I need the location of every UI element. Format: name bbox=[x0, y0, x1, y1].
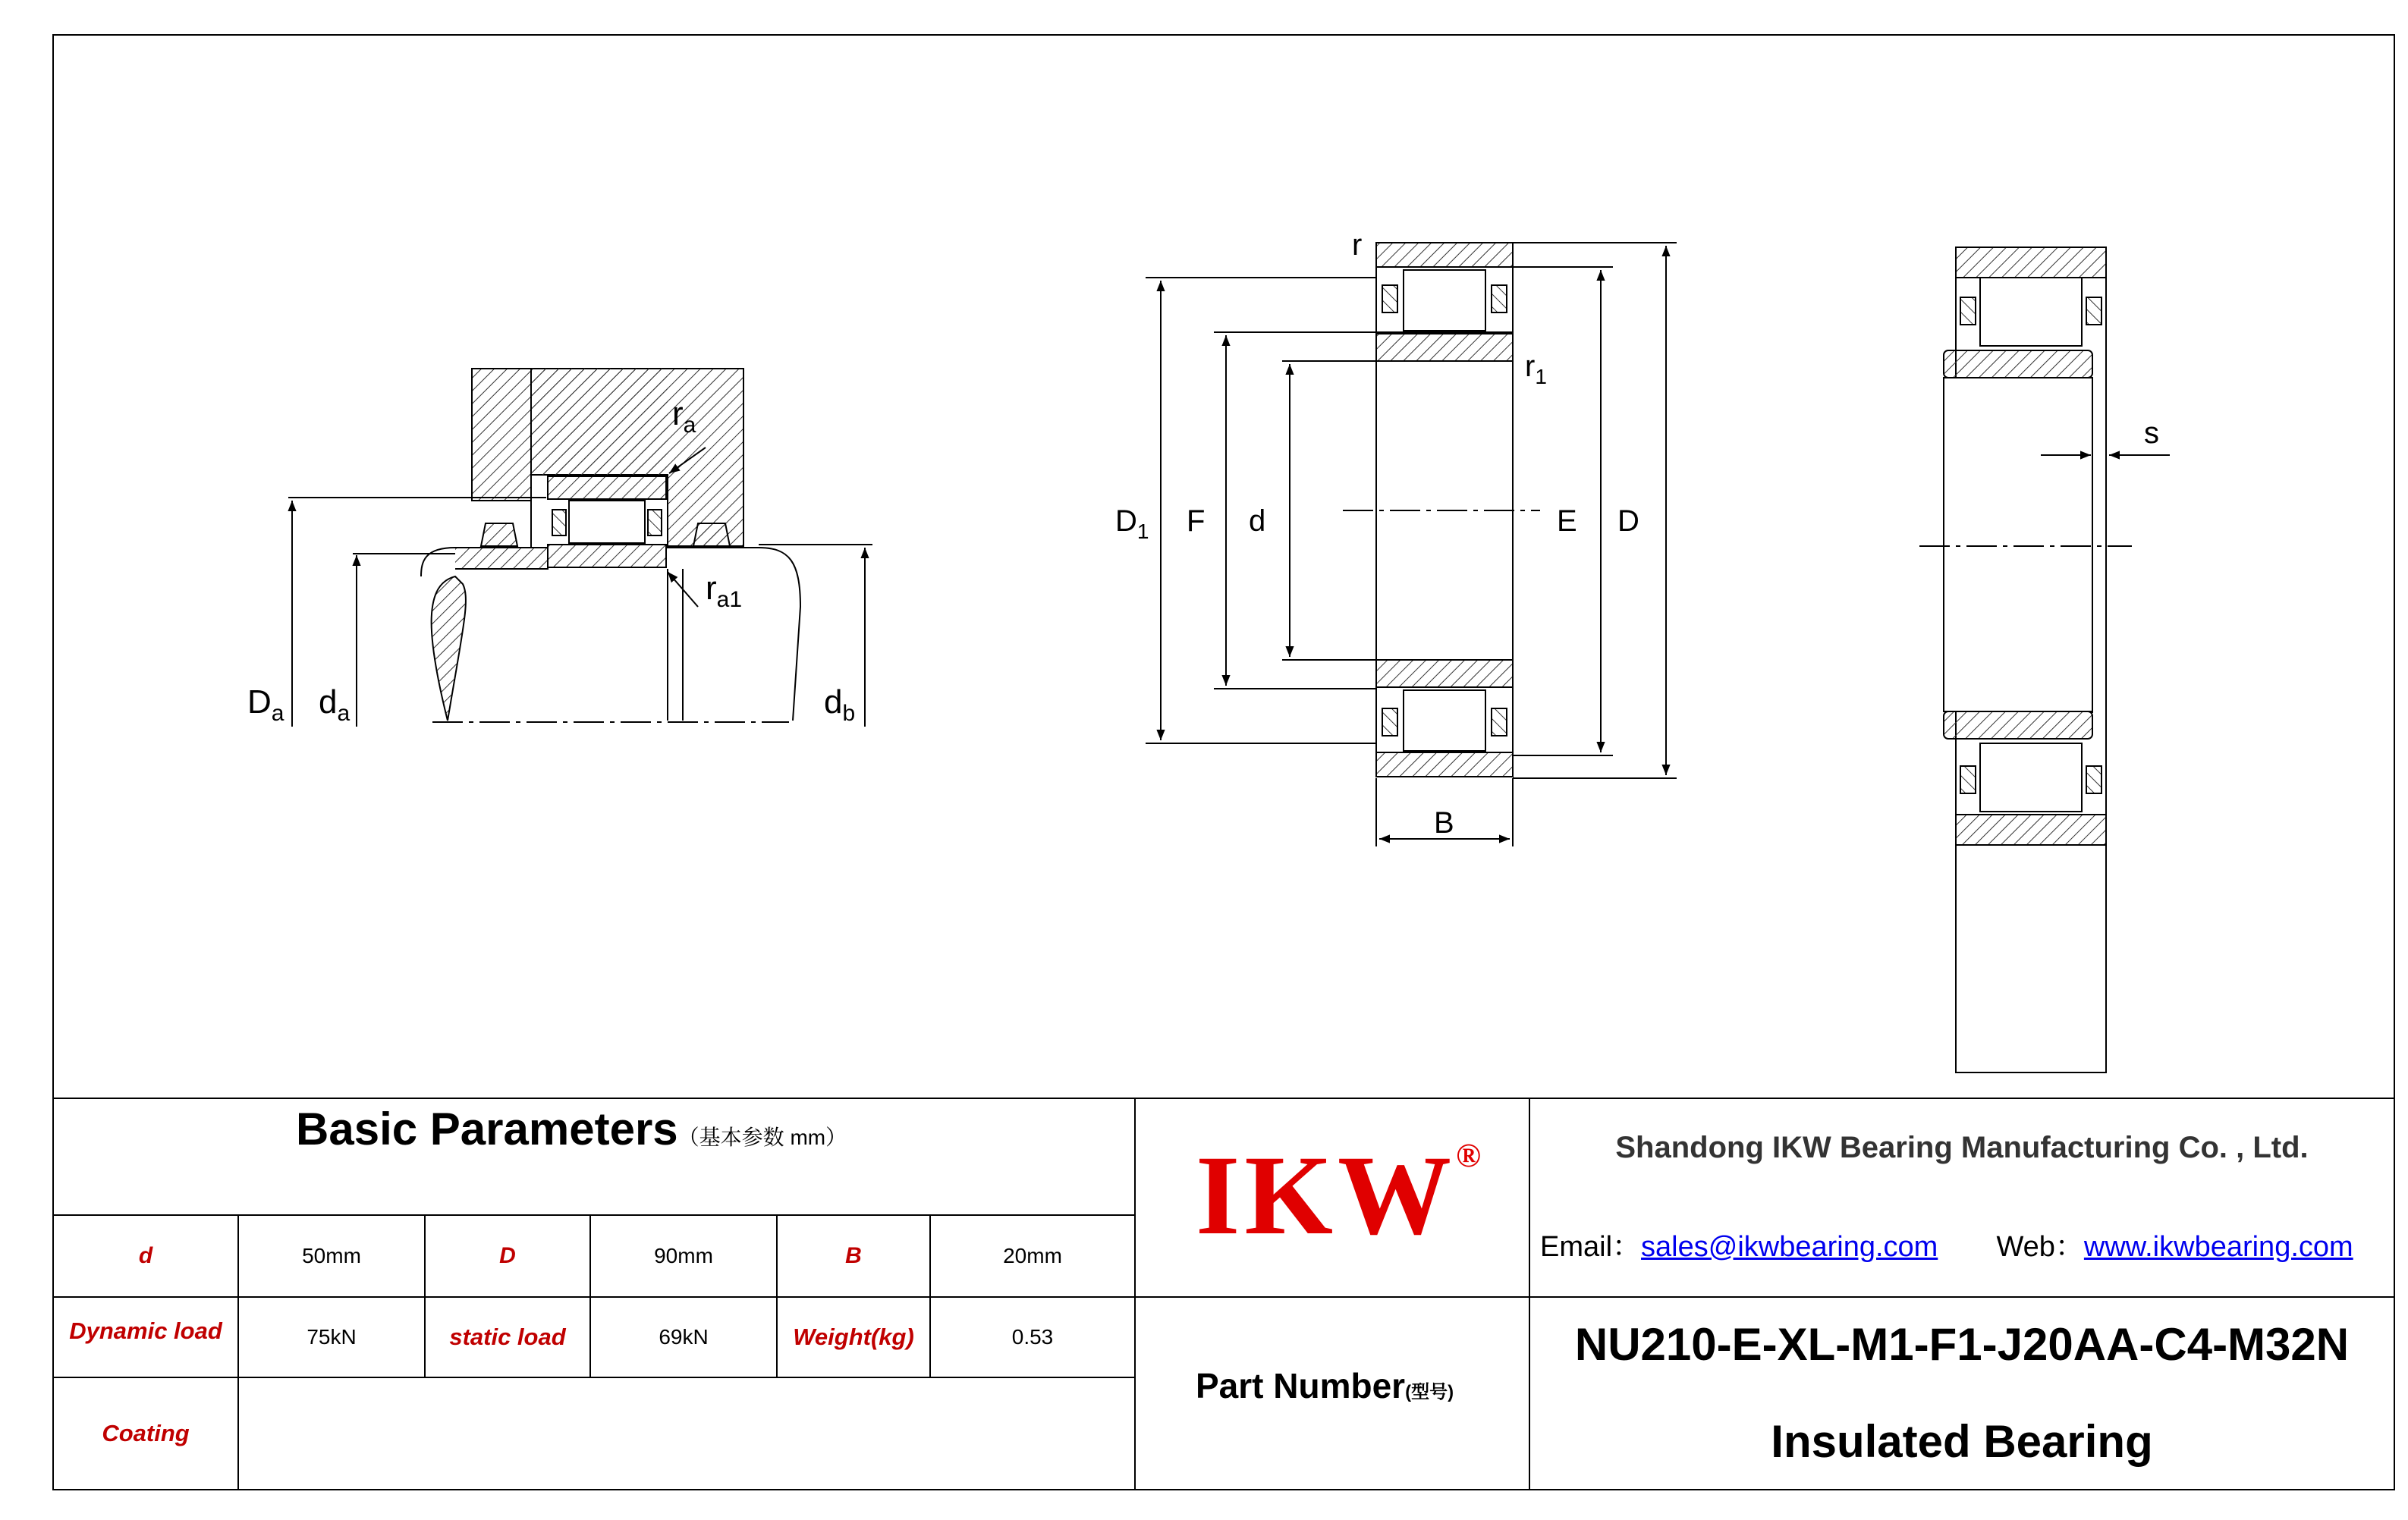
param-label-D: D bbox=[499, 1243, 516, 1268]
label-E: E bbox=[1557, 504, 1577, 538]
label-ra1: $r_{a1}$ bbox=[706, 570, 743, 612]
params-title-text: Basic Parameters bbox=[296, 1104, 678, 1154]
bearing-type: Insulated Bearing bbox=[1771, 1415, 2153, 1467]
part-number-label bbox=[1196, 1365, 1454, 1406]
param-label-coating: Coating bbox=[102, 1420, 190, 1446]
label-D1: $D_1$ bbox=[1115, 504, 1149, 543]
params-title bbox=[296, 1103, 847, 1155]
label-F: F bbox=[1187, 504, 1206, 538]
label-r1: $r_1$ bbox=[1525, 350, 1547, 388]
registered-mark: ® bbox=[1456, 1137, 1485, 1174]
param-value-dynamic-load: 75kN bbox=[307, 1325, 357, 1349]
insulated-drawing bbox=[1919, 247, 2170, 1072]
web-link[interactable]: www.ikwbearing.com bbox=[2083, 1231, 2353, 1263]
part-number-label-text: Part Number bbox=[1196, 1366, 1406, 1405]
label-B: B bbox=[1434, 806, 1454, 840]
param-label-dynamic-load: Dynamic load bbox=[69, 1317, 222, 1344]
email-link[interactable]: sales@ikwbearing.com bbox=[1641, 1231, 1938, 1263]
param-value-static-load: 69kN bbox=[659, 1325, 709, 1349]
param-value-D: 90mm bbox=[654, 1244, 713, 1267]
param-value-B: 20mm bbox=[1003, 1244, 1062, 1267]
param-label-B: B bbox=[845, 1243, 862, 1268]
ikw-logo bbox=[1196, 1130, 1485, 1261]
mounting-drawing bbox=[288, 369, 872, 727]
label-r: r bbox=[1352, 228, 1363, 262]
ikw-logo-text: IKW bbox=[1196, 1132, 1457, 1258]
email-label: Email： bbox=[1540, 1231, 1642, 1263]
label-Da: $D_a$ bbox=[247, 683, 284, 726]
part-number-value: NU210-E-XL-M1-F1-J20AA-C4-M32N bbox=[1574, 1318, 2350, 1370]
param-value-d: 50mm bbox=[302, 1244, 361, 1267]
label-d: d bbox=[1249, 504, 1266, 538]
param-label-static-load: static load bbox=[449, 1324, 566, 1350]
param-value-coating bbox=[238, 1377, 1135, 1490]
param-label-weight: Weight(kg) bbox=[793, 1324, 914, 1350]
param-value-weight: 0.53 bbox=[1011, 1325, 1054, 1349]
label-db: $d_b$ bbox=[824, 683, 856, 726]
company-name: Shandong IKW Bearing Manufacturing Co. , Ltd. bbox=[1615, 1130, 2309, 1164]
label-s: s bbox=[2144, 416, 2159, 450]
company-contacts bbox=[1540, 1223, 2353, 1264]
label-D: D bbox=[1617, 504, 1639, 538]
param-label-d: d bbox=[138, 1243, 153, 1268]
label-ra: $r_a$ bbox=[672, 395, 696, 438]
section-drawing bbox=[1146, 243, 1677, 846]
params-title-note: （基本参数 mm） bbox=[677, 1126, 847, 1149]
part-number-label-note: (型号) bbox=[1405, 1382, 1454, 1402]
web-label: Web： bbox=[1996, 1231, 2084, 1263]
label-da: $d_a$ bbox=[319, 683, 351, 726]
